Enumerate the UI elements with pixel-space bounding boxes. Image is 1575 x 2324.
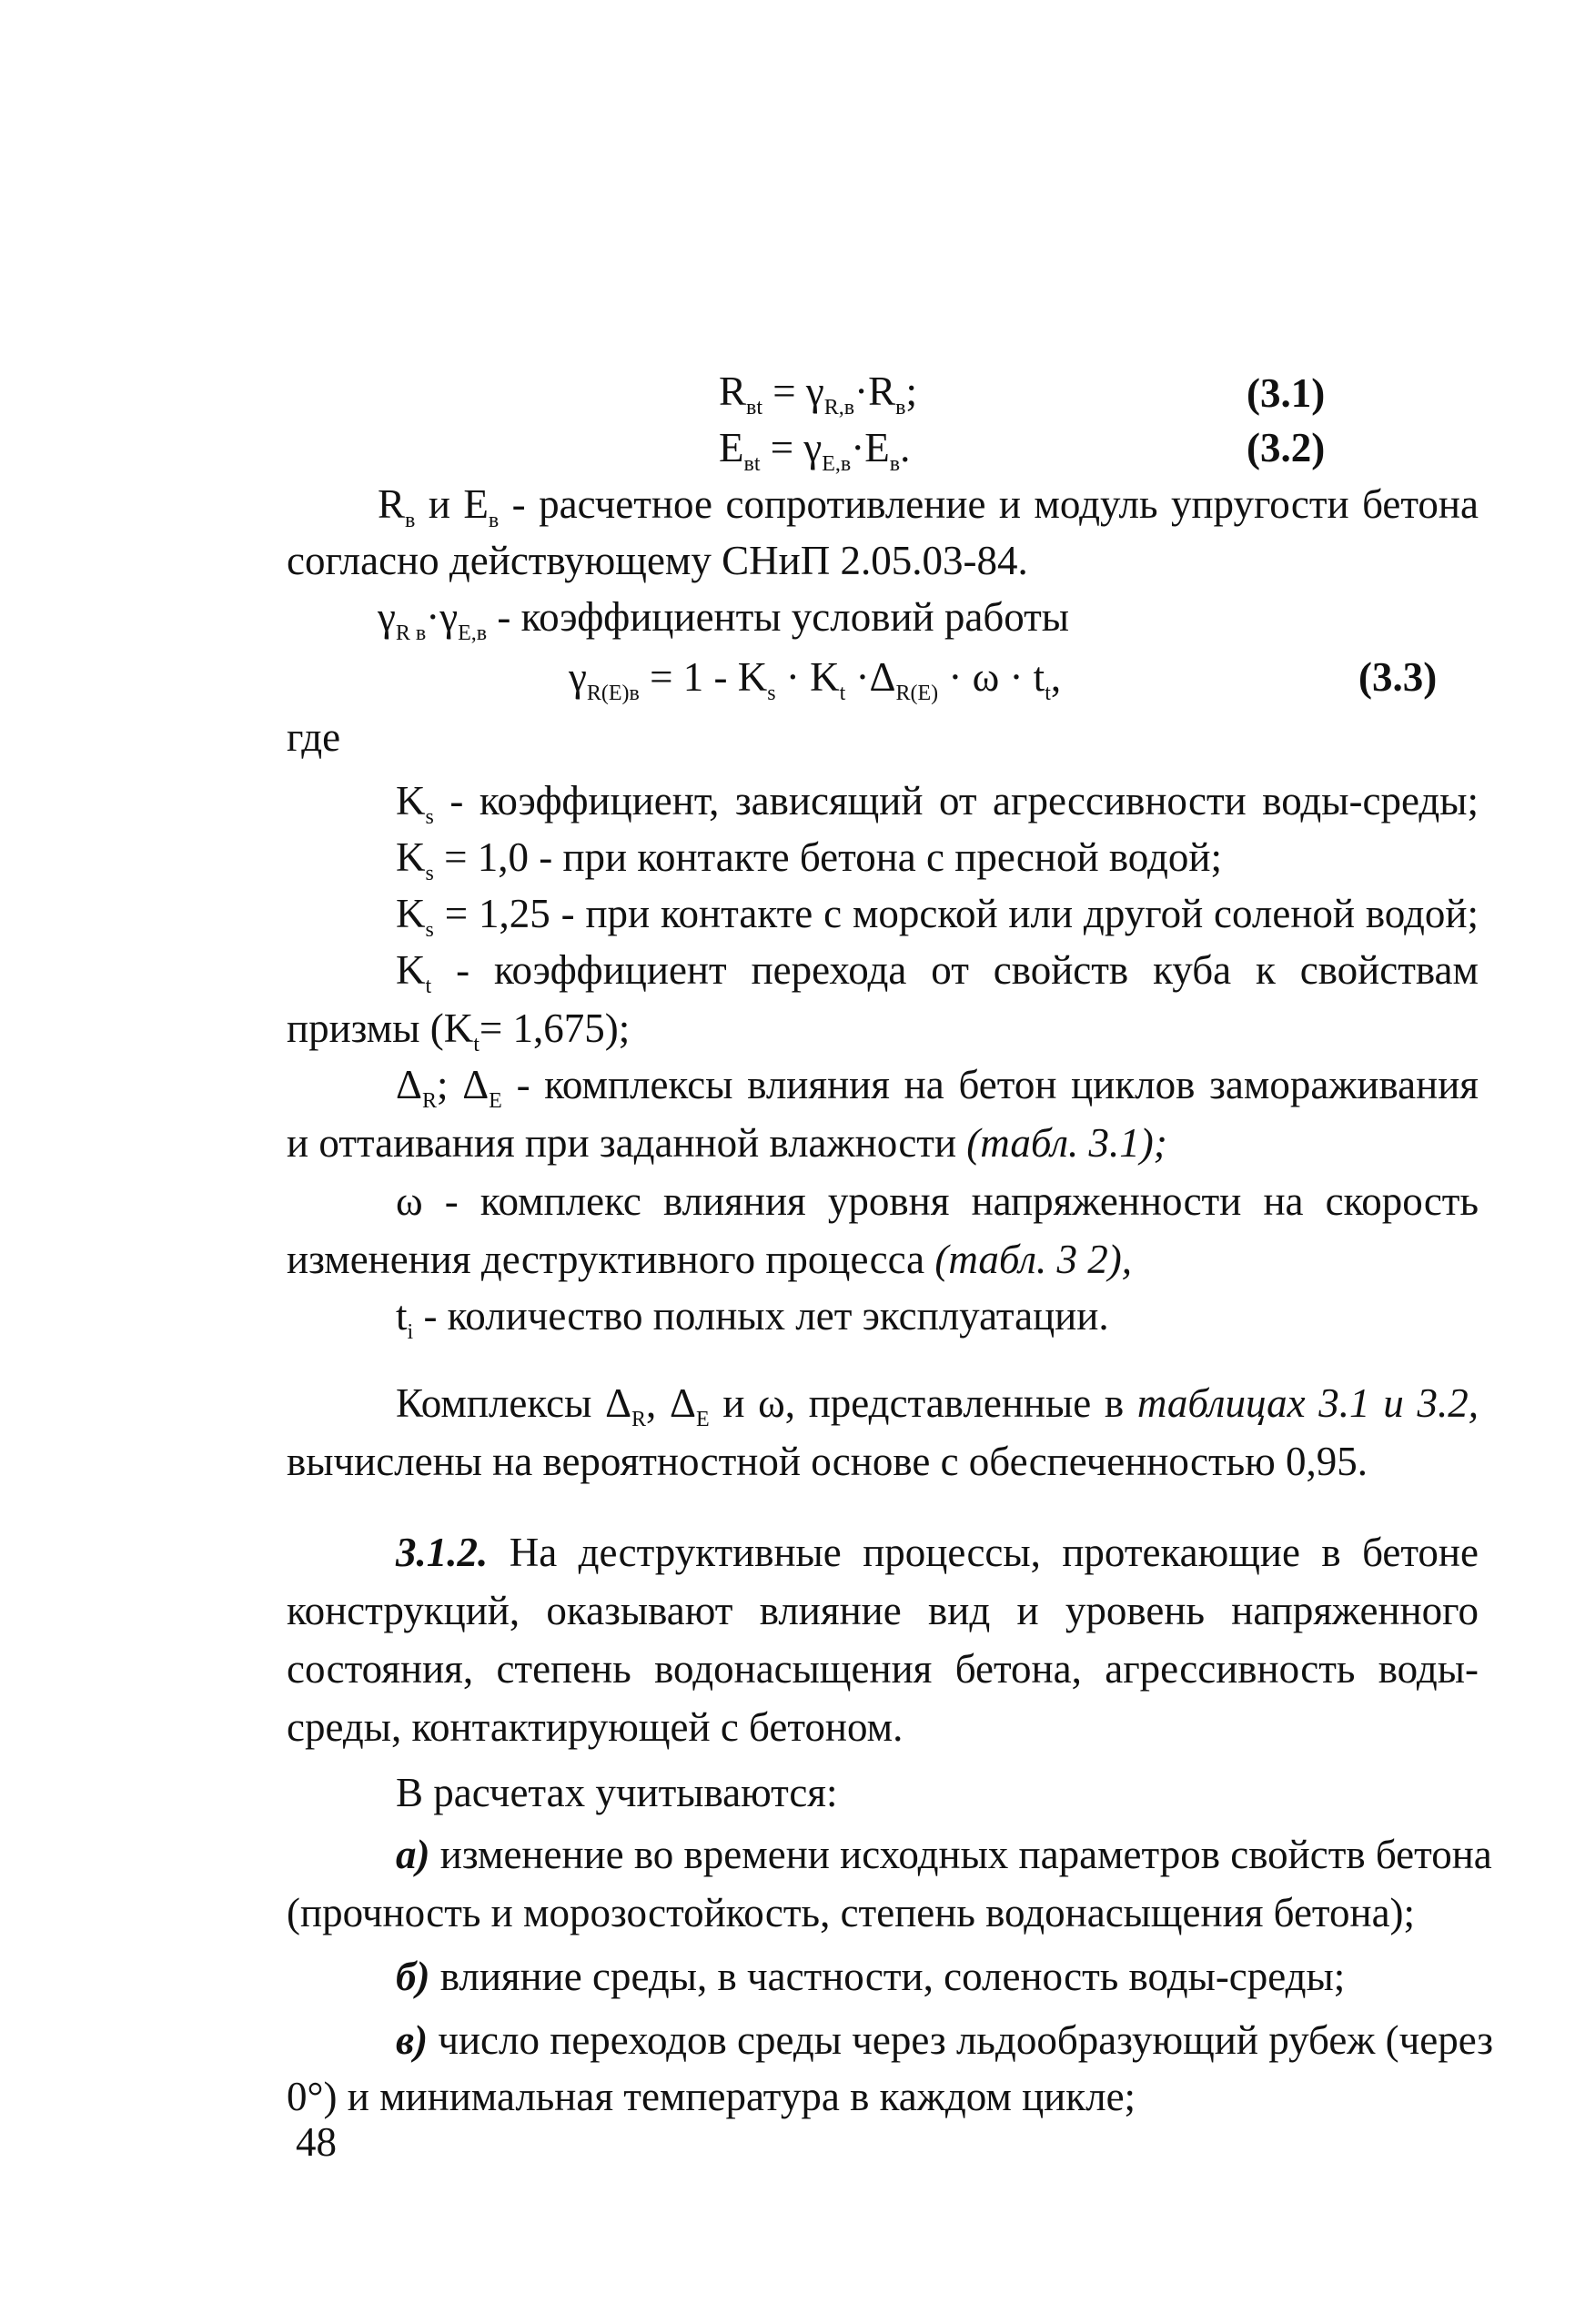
eq-subscript: R,в bbox=[823, 396, 855, 419]
text: призмы (K bbox=[287, 1005, 474, 1051]
text: На деструктивные процессы, протекающие в бетоне bbox=[488, 1530, 1479, 1575]
symbol: K bbox=[396, 834, 426, 880]
equation-number: (3.2) bbox=[1247, 425, 1326, 470]
eq-subscript: t bbox=[1045, 682, 1051, 705]
text: = 1,675); bbox=[479, 1005, 631, 1051]
text: - коэффициенты условий работы bbox=[487, 594, 1070, 640]
page-number: 48 bbox=[296, 2119, 337, 2165]
equation-3-3 bbox=[569, 654, 1062, 705]
calculations-intro: В расчетах учитываются: bbox=[396, 1770, 838, 1815]
text: число переходов среды через льдообразующий рубеж (через bbox=[428, 2017, 1494, 2063]
where-label: где bbox=[287, 714, 341, 760]
equation-3-1 bbox=[719, 369, 917, 419]
list-item-c bbox=[396, 2017, 1494, 2063]
list-marker: б) bbox=[396, 1954, 430, 1999]
omega-definition-line2 bbox=[287, 1239, 1132, 1280]
text: изменение во времени исходных параметров свойств бетона bbox=[429, 1832, 1492, 1877]
list-marker: в) bbox=[396, 2017, 429, 2063]
ks-definition bbox=[396, 778, 1479, 829]
eq-text: ·Δ bbox=[845, 654, 896, 700]
subscript: t bbox=[473, 1033, 480, 1056]
eq-text: , bbox=[1050, 654, 1062, 700]
eq-text: = γ bbox=[762, 369, 824, 414]
symbol: t bbox=[396, 1293, 408, 1339]
text: и оттаивания при заданной влажности bbox=[287, 1120, 967, 1166]
delta-definition bbox=[396, 1062, 1479, 1113]
section-3-1-2 bbox=[396, 1532, 1479, 1573]
subscript: R bbox=[631, 1408, 647, 1431]
complexes-paragraph-line2: вычислены на вероятностной основе с обеспеченностью 0,95. bbox=[287, 1439, 1368, 1484]
ks-fresh-water bbox=[396, 834, 1222, 885]
delta-definition-line2 bbox=[287, 1120, 1167, 1166]
subscript: в bbox=[405, 509, 416, 532]
subscript: s bbox=[425, 862, 434, 885]
equation-3-2 bbox=[719, 425, 911, 476]
eq-subscript: R(E)в bbox=[586, 682, 640, 705]
section-3-1-2-line2: конструкций, оказывают влияние вид и уровень напряженного bbox=[287, 1588, 1479, 1633]
symbol: Δ bbox=[396, 1062, 422, 1107]
eq-text: · K bbox=[775, 654, 840, 700]
eq-subscript: E,в bbox=[822, 452, 852, 476]
text: Комплексы Δ bbox=[396, 1380, 632, 1426]
eq-text: = γ bbox=[760, 425, 823, 470]
symbol: ·γ bbox=[426, 594, 459, 640]
subscript: в bbox=[488, 509, 500, 532]
definition-r-e bbox=[378, 481, 1479, 532]
eq-text: ; bbox=[905, 369, 917, 414]
eq-symbol: γ bbox=[569, 654, 587, 700]
subscript: t bbox=[425, 975, 432, 998]
text: = 1,0 - при контакте бетона с пресной водой; bbox=[433, 834, 1222, 880]
text: - расчетное сопротивление и модуль упругости бетона bbox=[499, 481, 1479, 527]
symbol: γ bbox=[378, 594, 396, 640]
section-number: 3.1.2. bbox=[396, 1530, 489, 1575]
section-3-1-2-line4: среды, контактирующей с бетоном. bbox=[287, 1704, 904, 1750]
eq-text: ·R bbox=[854, 369, 896, 414]
eq-subscript: t bbox=[839, 682, 846, 705]
symbol: K bbox=[396, 947, 426, 993]
eq-text: · ω · t bbox=[938, 654, 1045, 700]
symbol: R bbox=[378, 481, 406, 527]
kt-definition bbox=[396, 947, 1479, 998]
text: и E bbox=[415, 481, 489, 527]
equation-number: (3.1) bbox=[1247, 370, 1326, 416]
list-item-c-line2: 0°) и минимальная температура в каждом цикле; bbox=[287, 2074, 1136, 2119]
kt-definition-line2 bbox=[287, 1005, 631, 1056]
eq-subscript: в bbox=[889, 452, 901, 476]
text: изменения деструктивного процесса bbox=[287, 1237, 935, 1282]
t-definition bbox=[396, 1293, 1109, 1344]
complexes-paragraph bbox=[396, 1380, 1479, 1431]
omega-definition: ω - комплекс влияния уровня напряженности на скорость bbox=[396, 1178, 1479, 1224]
symbol: K bbox=[396, 891, 426, 936]
definition-r-e-line2: согласно действующему СНиП 2.05.03-84. bbox=[287, 538, 1028, 583]
subscript: R bbox=[421, 1089, 437, 1113]
equation-number: (3.3) bbox=[1358, 654, 1438, 700]
text: - коэффициент перехода от свойств куба к свойствам bbox=[431, 947, 1479, 993]
text: - количество полных лет эксплуатации. bbox=[413, 1293, 1109, 1339]
subscript: s bbox=[425, 918, 434, 942]
subscript: E,в bbox=[458, 621, 488, 645]
table-reference: (табл. 3 2), bbox=[934, 1237, 1132, 1282]
subscript: E bbox=[695, 1408, 710, 1431]
eq-symbol: R bbox=[719, 369, 747, 414]
text: и ω, представленные в bbox=[709, 1380, 1137, 1426]
subscript: R в bbox=[395, 621, 427, 645]
text: влияние среды, в частности, соленость воды-среды; bbox=[429, 1954, 1346, 1999]
eq-subscript: вt bbox=[743, 452, 761, 476]
text: - комплексы влияния на бетон циклов замораживания bbox=[501, 1062, 1479, 1107]
section-3-1-2-line3: состояния, степень водонасыщения бетона, агрессивность воды- bbox=[287, 1646, 1479, 1692]
eq-symbol: E bbox=[719, 425, 744, 470]
eq-subscript: в bbox=[895, 396, 906, 419]
eq-text: = 1 - K bbox=[639, 654, 768, 700]
symbol: K bbox=[396, 778, 426, 824]
gamma-definition bbox=[378, 594, 1070, 645]
list-marker: а) bbox=[396, 1832, 430, 1877]
text: - коэффициент, зависящий от агрессивности воды-среды; bbox=[433, 778, 1479, 824]
eq-subscript: s bbox=[767, 682, 776, 705]
text: , Δ bbox=[646, 1380, 696, 1426]
list-item-a bbox=[396, 1832, 1492, 1877]
list-item-a-line2: (прочность и морозостойкость, степень водонасыщения бетона); bbox=[287, 1890, 1416, 1935]
subscript: s bbox=[425, 805, 434, 829]
table-reference: (табл. 3.1); bbox=[966, 1120, 1167, 1166]
eq-text: ·E bbox=[851, 425, 890, 470]
subscript: E bbox=[489, 1089, 502, 1113]
ks-salt-water bbox=[396, 891, 1479, 942]
eq-text: . bbox=[900, 425, 911, 470]
symbol: ; Δ bbox=[436, 1062, 490, 1107]
subscript: i bbox=[407, 1320, 414, 1344]
eq-subscript: R(E) bbox=[895, 682, 939, 705]
text: = 1,25 - при контакте с морской или другой соленой водой; bbox=[433, 891, 1479, 936]
table-reference: таблицах 3.1 и 3.2, bbox=[1136, 1380, 1479, 1426]
eq-subscript: вt bbox=[746, 396, 763, 419]
list-item-b bbox=[396, 1956, 1345, 1997]
